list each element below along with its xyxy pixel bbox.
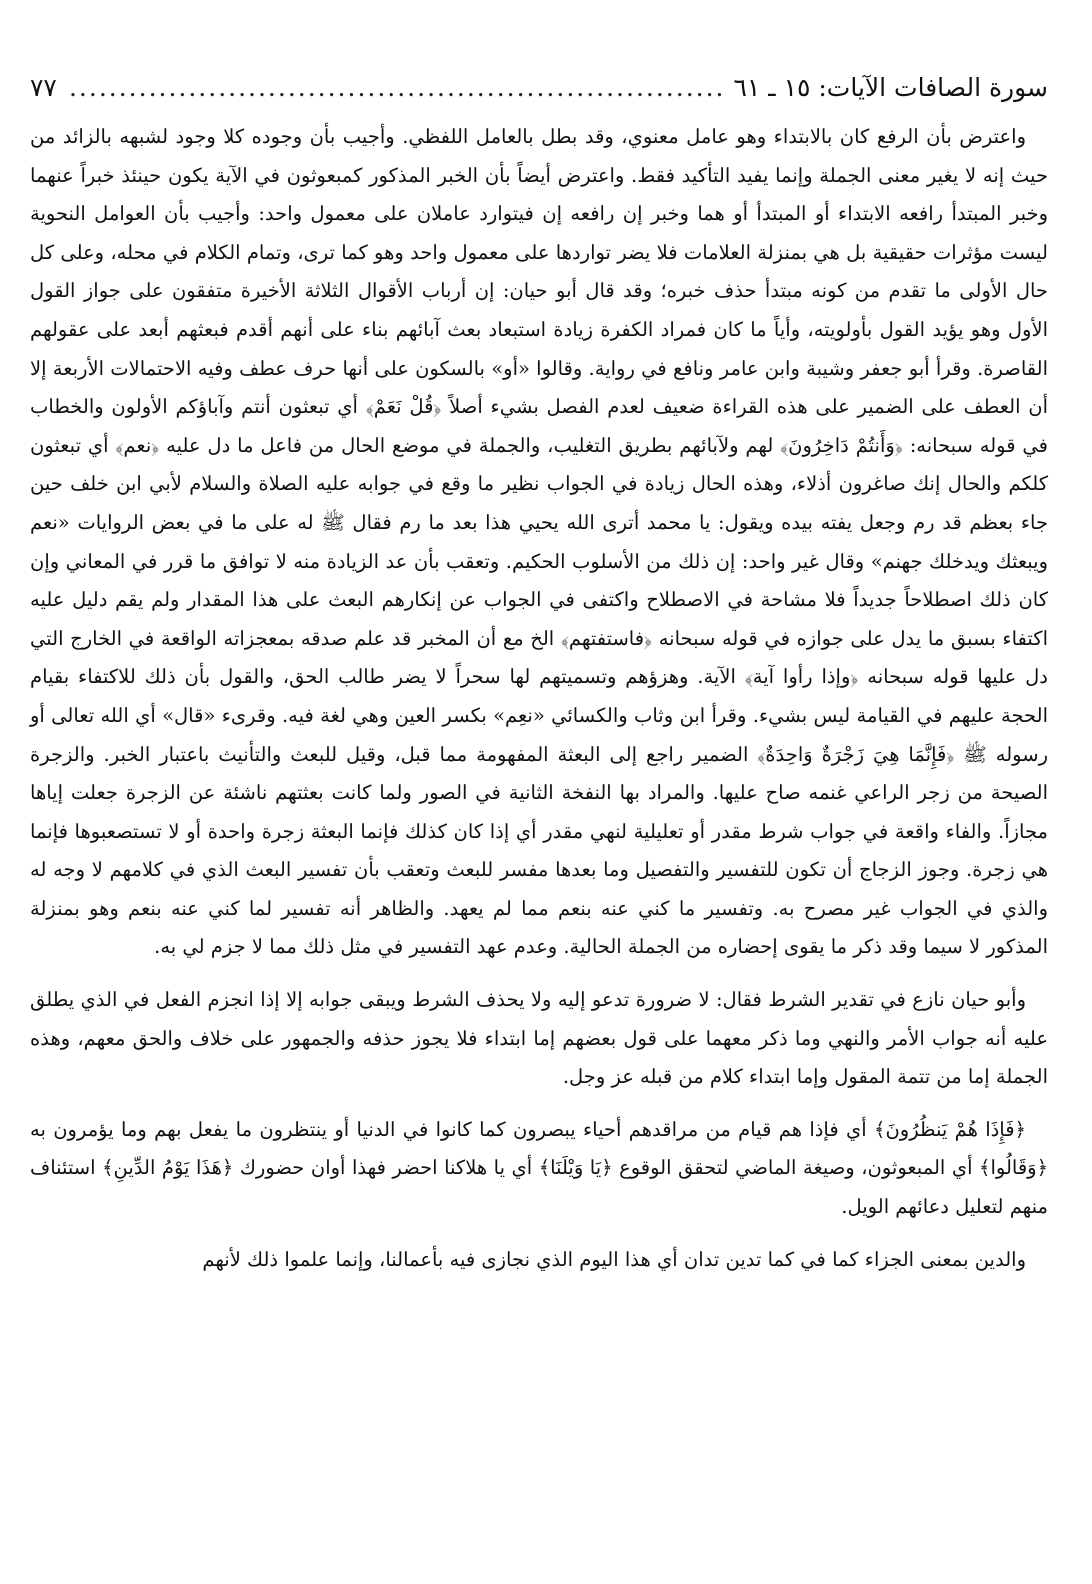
paragraph: والدين بمعنى الجزاء كما في كما تدين تدان أي هذا اليوم الذي نجازى فيه بأعمالنا، وإنما علموا ذلك لأنهم [202, 1247, 1026, 1271]
paragraph: ﴿فَإِذَا هُمْ يَنظُرُونَ﴾ أي فإذا هم قيام من مراقدهم أحياء يبصرون كما كانوا في الدنيا أو ينتظرون ما يفعل بهم وما يؤمرون به ﴿وَقَالُوا﴾ أي المبعوثون، وصيغة الماضي لتحقق الوقوع ﴿يَا وَيْلَنَا﴾ أي يا هلاكنا احضر فهذا أوان حضورك ﴿هَذَا يَوْمُ الدِّينِ﴾ استئناف منهم لتعليل دعائهم الويل. [30, 1117, 1048, 1219]
running-header [30, 70, 1048, 118]
body-text [30, 118, 1048, 1279]
header-dot-leader [65, 70, 726, 106]
paragraph: وأبو حيان نازع في تقدير الشرط فقال: لا ضرورة تدعو إليه ولا يحذف الشرط ويبقى جوابه إلا إذا انجزم الفعل في الذي يطلق عليه أنه جواب الأمر والنهي وما ذكر معهما على قول بعضهم إما ابتداء فلا يجوز حذفه والجمهور على خلاف والحق معهم، وهذه الجملة إما من تتمة المقول وإما ابتداء كلام من قبله عز وجل. [30, 988, 1048, 1089]
header-title: سورة الصافات الآيات: ١٥ ـ ٦١ [733, 73, 1048, 102]
document-page [30, 70, 1048, 1550]
paragraph: واعترض بأن الرفع كان بالابتداء وهو عامل معنوي، وقد بطل بالعامل اللفظي. وأجيب بأن وجوده كلا وجود لشبهه بالزائد من حيث إنه لا يغير معنى الجملة وإنما يفيد التأكيد فقط. واعترض أيضاً بأن الخبر المذكور كمبعوثون في الآية يكون حينئذ خبراً عنهما وخبر المبتدأ رافعه الابتداء أو المبتدأ أو هما وخبر إن رافعه إن فيتوارد عاملان على معمول واحد: وأجيب بأن العوامل النحوية ليست مؤثرات حقيقية بل هي بمنزلة العلامات فلا يضر تواردها على معمول واحد وهو كما ترى، وتمام الكلام في محله، وعلى كل حال الأولى ما تقدم من كونه مبتدأ حذف خبره؛ وقد قال أبو حيان: إن أرباب الأقوال الثلاثة الأخيرة متفقون على جواز القول الأول وهو يؤيد القول بأولويته، وأياً ما كان فمراد الكفرة زيادة استبعاد بعث آبائهم بناء على أنهم أقدم فبعثهم أبعد على عقولهم القاصرة. وقرأ أبو جعفر وشيبة وابن عامر ونافع في رواية. وقالوا «أو» بالسكون على أنها حرف عطف وفيه الاحتمالات الأربعة إلا أن العطف على الضمير على هذه القراءة ضعيف لعدم الفصل بشيء أصلاً ﴿قُلْ نَعَمْ﴾ أي تبعثون أنتم وآباؤكم الأولون والخطاب في قوله سبحانه: ﴿وَأَنتُمْ دَاخِرُونَ﴾ لهم ولآبائهم بطريق التغليب، والجملة في موضع الحال من فاعل ما دل عليه ﴿نعم﴾ أي تبعثون كلكم والحال إنك صاغرون أذلاء، وهذه الحال زيادة في الجواب نظير ما وقع في جوابه عليه الصلاة والسلام لأبي ابن خلف حين جاء بعظم قد رم وجعل يفته بيده ويقول: يا محمد أترى الله يحيي هذا بعد ما رم فقال ﷺ له على ما في بعض الروايات «نعم ويبعثك ويدخلك جهنم» وقال غير واحد: إن ذلك من الأسلوب الحكيم. وتعقب بأن عد الزيادة منه لا توافق ما قرر في المعاني وإن كان ذلك اصطلاحاً جديداً فلا مشاحة في الاصطلاح واكتفى في الجواب عن إنكارهم البعث على هذا المقدار ولم يقم دليل عليه اكتفاء بسبق ما يدل على جوازه في قوله سبحانه ﴿فاستفتهم﴾ الخ مع أن المخبر قد علم صدقه بمعجزاته الواقعة في الخارج التي دل عليها قوله سبحانه ﴿وإذا رأوا آية﴾ الآية. وهزؤهم وتسميتهم لها سحراً لا يضر طالب الحق، والقول بأن ذلك للاكتفاء بقيام الحجة عليهم في القيامة ليس بشيء. وقرأ ابن وثاب والكسائي «نعِم» بكسر العين وهي لغة فيه. وقرىء «قال» أي الله تعالى أو رسوله ﷺ ﴿فَإِنَّمَا هِيَ زَجْرَةٌ وَاحِدَةٌ﴾ الضمير راجع إلى البعثة المفهومة مما قبل، وقيل للبعث والتأنيث باعتبار الخبر. والزجرة الصيحة من زجر الراعي غنمه صاح عليها. والمراد بها النفخة الثانية في الصور ولما كانت بعثتهم ناشئة عن الزجرة جعلت إياها مجازاً. والفاء واقعة في جواب شرط مقدر أو تعليلية لنهي مقدر أي إذا كان كذلك فإنما البعثة زجرة واحدة أو لا تستصعبوها فإنما هي زجرة. وجوز الزجاج أن تكون للتفسير والتفصيل وما بعدها مفسر للبعث وتعقب بأن تفسير البعث الذي في كلامهم لا وجه له والذي في الجواب غير مصرح به. وتفسير ما كني عنه بنعم مما لم يعهد. والظاهر أنه تفسير لما كني عنه بنعم وهو بمنزلة المذكور لا سيما وقد ذكر ما يقوى إحضاره من الجملة الحالية. وعدم عهد التفسير في مثل ذلك مما لا جزم لي به. [30, 125, 1048, 959]
page-number: ٧٧ [30, 73, 57, 102]
